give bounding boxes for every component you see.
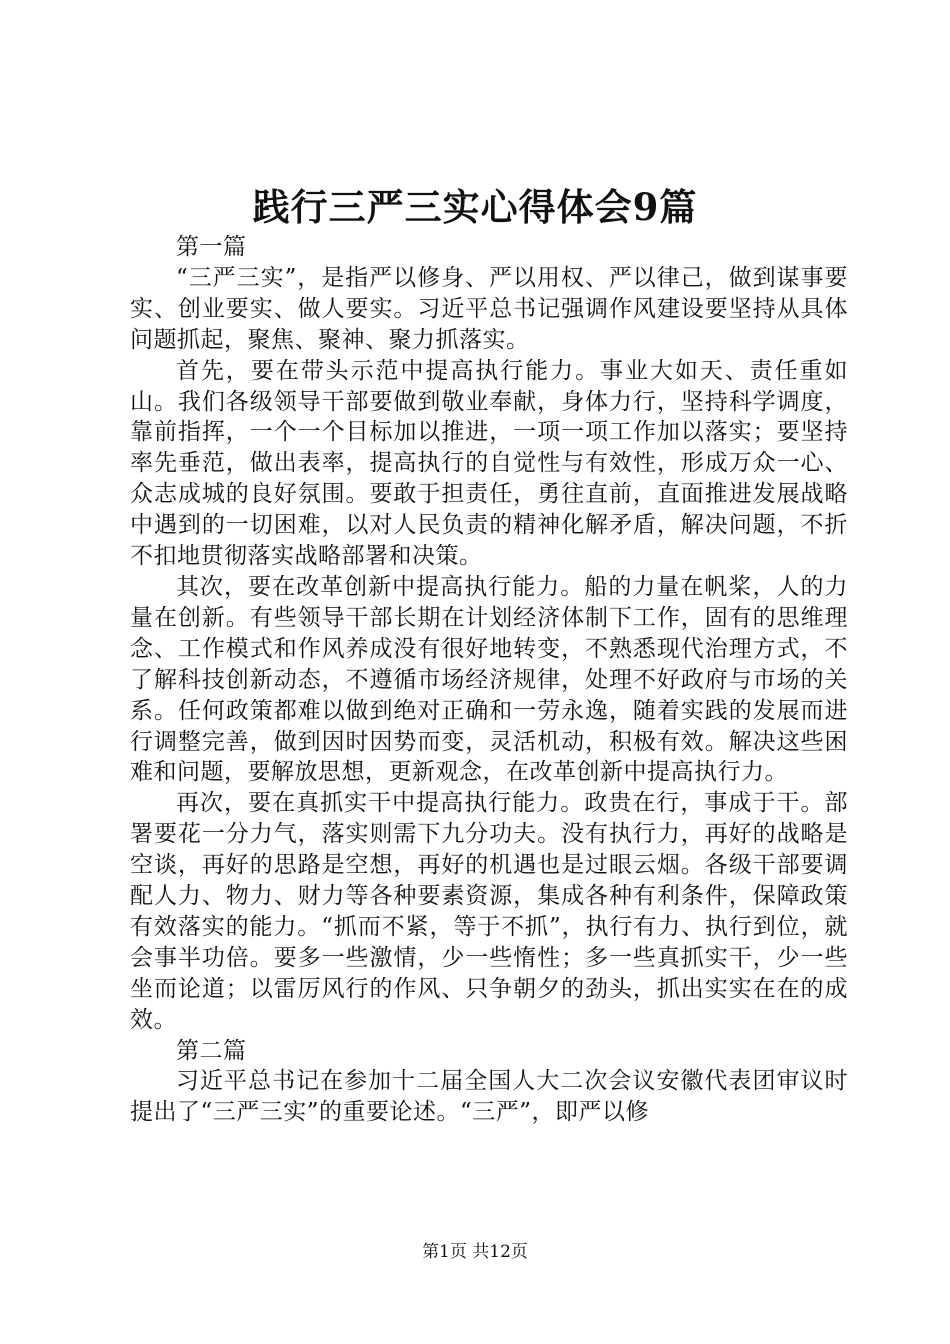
section-heading: 第二篇 bbox=[176, 1037, 247, 1064]
page-total: 共12页 bbox=[472, 1242, 528, 1262]
body-paragraph: 习近平总书记在参加十二届全国人大二次会议安徽代表团审议时提出了“三严三实”的重要论述。“三严”，即严以修 bbox=[130, 1068, 848, 1126]
body-paragraph: 其次，要在改革创新中提高执行能力。船的力量在帆桨，人的力量在创新。有些领导干部长期在计划经济体制下工作，固有的思维理念、工作模式和作风养成没有很好地转变，不熟悉现代治理方式，不了解科技创新动态，不遵循市场经济规律，处理不好政府与市场的关系。任何政策都难以做到绝对正确和一劳永逸，随着实践的发展而进行调整完善，做到因时因势而变，灵活机动，积极有效。解决这些困难和问题，要解放思想，更新观念，在改革创新中提高执行力。 bbox=[130, 573, 848, 786]
section-heading: 第一篇 bbox=[176, 234, 247, 260]
page-footer bbox=[0, 1241, 950, 1263]
page-number: 第1页 bbox=[422, 1242, 467, 1262]
document-title: 践行三严三实心得体会9篇 bbox=[252, 185, 698, 229]
body-paragraph: 首先，要在带头示范中提高执行能力。事业大如天、责任重如山。我们各级领导干部要做到敬业奉献，身体力行，坚持科学调度，靠前指挥，一个一个目标加以推进，一项一项工作加以落实；要坚持率先垂范，做出表率，提高执行的自觉性与有效性，形成万众一心、众志成城的良好氛围。要敢于担责任，勇往直前，直面推进发展战略中遇到的一切困难，以对人民负责的精神化解矛盾，解决问题，不折不扣地贯彻落实战略部署和决策。 bbox=[130, 357, 848, 570]
document-body bbox=[130, 232, 848, 1128]
body-paragraph: 再次，要在真抓实干中提高执行能力。政贵在行，事成于干。部署要花一分力气，落实则需下九分功夫。没有执行力，再好的战略是空谈，再好的思路是空想，再好的机遇也是过眼云烟。各级干部要调配人力、物力、财力等各种要素资源，集成各种有利条件，保障政策有效落实的能力。“抓而不紧，等于不抓”，执行有力、执行到位，就会事半功倍。要多一些激情，少一些惰性；多一些真抓实干，少一些坐而论道；以雷厉风行的作风、只争朝夕的劲头，抓出实实在在的成效。 bbox=[130, 790, 848, 1033]
body-paragraph: “三严三实”，是指严以修身、严以用权、严以律己，做到谋事要实、创业要实、做人要实。习近平总书记强调作风建设要坚持从具体问题抓起，聚焦、聚神、聚力抓落实。 bbox=[130, 264, 848, 353]
